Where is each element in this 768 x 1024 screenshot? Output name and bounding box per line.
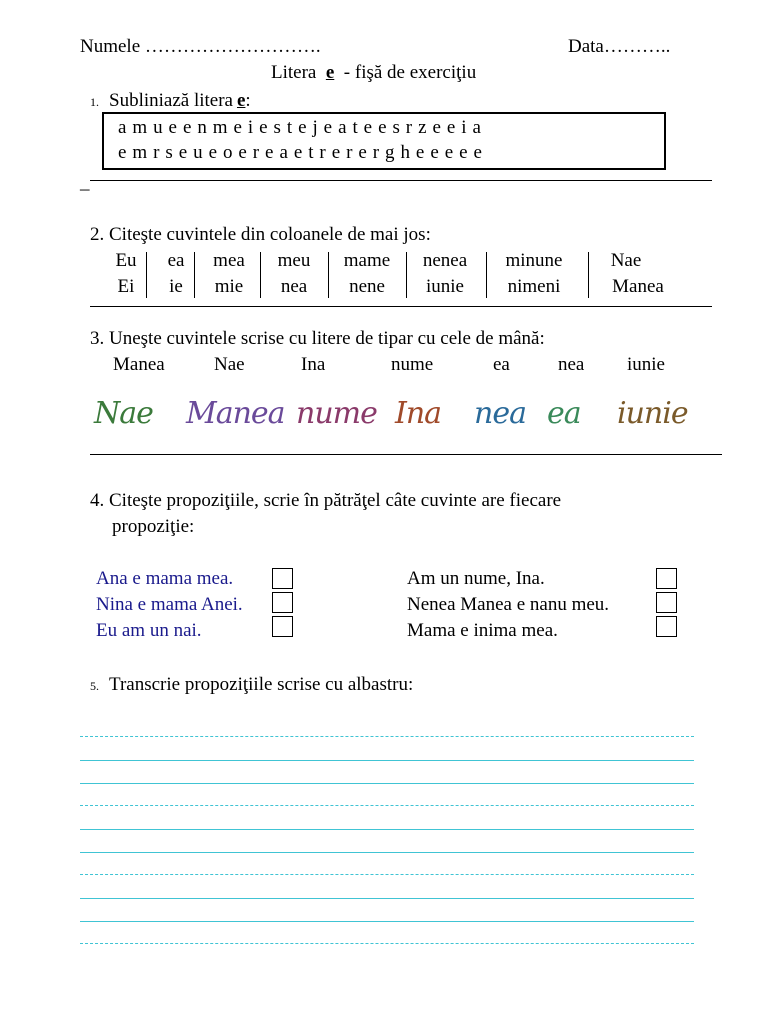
- column-4-bottom: nea: [280, 276, 308, 297]
- letter-row-1[interactable]: a m u e e n m e i e s t e j e a t e e s r z e e i a: [118, 117, 482, 138]
- handwritten-word[interactable]: ea: [547, 396, 581, 431]
- date-label: Data………..: [568, 36, 671, 57]
- column-6-bottom: iunie: [426, 276, 464, 297]
- exercise-5-instruction: [90, 674, 413, 696]
- writing-line[interactable]: [80, 852, 694, 853]
- divider-3: [90, 454, 722, 455]
- printed-word[interactable]: nume: [391, 354, 434, 375]
- printed-word[interactable]: Nae: [214, 354, 245, 375]
- writing-line[interactable]: [80, 921, 694, 922]
- exercise-1-number: 1.: [90, 95, 99, 109]
- column-1-top: Eu: [115, 250, 137, 271]
- exercise-4-instruction: 4. Citeşte propoziţiile, scrie în pătrăţel câte cuvinte are fiecare: [90, 490, 562, 511]
- printed-word[interactable]: ea: [493, 354, 510, 375]
- column-separator: [260, 252, 261, 298]
- printed-word[interactable]: Manea: [113, 354, 165, 375]
- column-6-top: nenea: [422, 250, 468, 271]
- column-separator: [194, 252, 195, 298]
- handwritten-word[interactable]: Nae: [94, 396, 153, 431]
- name-label: Numele ……………………….: [80, 36, 321, 57]
- word-count-box[interactable]: [272, 568, 293, 589]
- column-7-top: minune: [505, 250, 563, 271]
- exercise-1-colon: :: [245, 90, 251, 111]
- blue-sentence: Nina e mama Anei.: [96, 594, 243, 615]
- writing-line-dashed[interactable]: [80, 943, 694, 944]
- column-1-bottom: Ei: [117, 276, 135, 297]
- blue-sentence: Eu am un nai.: [96, 620, 202, 641]
- writing-line-dashed[interactable]: [80, 805, 694, 806]
- title-letter: e: [325, 62, 335, 83]
- column-8-bottom: Manea: [612, 276, 664, 297]
- handwritten-word[interactable]: nea: [474, 396, 526, 431]
- writing-line[interactable]: [80, 783, 694, 784]
- word-count-box[interactable]: [272, 592, 293, 613]
- writing-line-dashed[interactable]: [80, 736, 694, 737]
- exercise-5-number: 5.: [90, 679, 99, 693]
- column-8-top: Nae: [610, 250, 642, 271]
- writing-line-dashed[interactable]: [80, 874, 694, 875]
- handwritten-word[interactable]: nume: [296, 396, 377, 431]
- title-suffix: - fişă de exerciţiu: [343, 62, 477, 83]
- column-separator: [588, 252, 589, 298]
- exercise-5-text: Transcrie propoziţiile scrise cu albastru:: [109, 674, 414, 695]
- sentence: Nenea Manea e nanu meu.: [407, 594, 610, 615]
- printed-word[interactable]: nea: [558, 354, 585, 375]
- exercise-3-instruction: 3. Uneşte cuvintele scrise cu litere de tipar cu cele de mână:: [90, 328, 545, 349]
- exercise-2-instruction: 2. Citeşte cuvintele din coloanele de mai jos:: [90, 224, 431, 245]
- exercise-1-instruction: [90, 90, 251, 112]
- letter-row-2[interactable]: e m r s e u e o e r e a e t r e r e r g h e e e e e: [118, 142, 483, 163]
- divider-1: [90, 180, 712, 181]
- blue-sentence: Ana e mama mea.: [96, 568, 234, 589]
- column-separator: [406, 252, 407, 298]
- printed-word[interactable]: Ina: [301, 354, 326, 375]
- word-count-box[interactable]: [656, 568, 677, 589]
- column-2-top: ea: [167, 250, 185, 271]
- column-7-bottom: nimeni: [507, 276, 561, 297]
- column-separator: [328, 252, 329, 298]
- column-separator: [146, 252, 147, 298]
- sentence: Mama e inima mea.: [407, 620, 558, 641]
- exercise-4-instruction-line2: propoziţie:: [112, 516, 195, 537]
- column-3-top: mea: [213, 250, 245, 271]
- word-count-box[interactable]: [656, 592, 677, 613]
- column-5-top: mame: [343, 250, 391, 271]
- sentence: Am un nume, Ina.: [407, 568, 545, 589]
- printed-word[interactable]: iunie: [627, 354, 665, 375]
- column-2-bottom: ie: [169, 276, 183, 297]
- word-count-box[interactable]: [272, 616, 293, 637]
- column-4-top: meu: [277, 250, 311, 271]
- handwritten-word[interactable]: iunie: [617, 396, 688, 431]
- writing-line[interactable]: [80, 760, 694, 761]
- handwritten-word[interactable]: Ina: [395, 396, 442, 431]
- column-3-bottom: mie: [214, 276, 244, 297]
- exercise-1-text: Subliniază litera: [109, 90, 233, 111]
- column-separator: [486, 252, 487, 298]
- word-count-box[interactable]: [656, 616, 677, 637]
- title-prefix: Litera: [271, 62, 317, 83]
- writing-line[interactable]: [80, 898, 694, 899]
- divider-2: [90, 306, 712, 307]
- exercise-1-letter: e: [236, 90, 246, 111]
- page-title: [271, 62, 476, 84]
- writing-line[interactable]: [80, 829, 694, 830]
- column-5-bottom: nene: [349, 276, 385, 297]
- handwritten-word[interactable]: Manea: [186, 396, 285, 431]
- stray-mark: _: [80, 172, 90, 193]
